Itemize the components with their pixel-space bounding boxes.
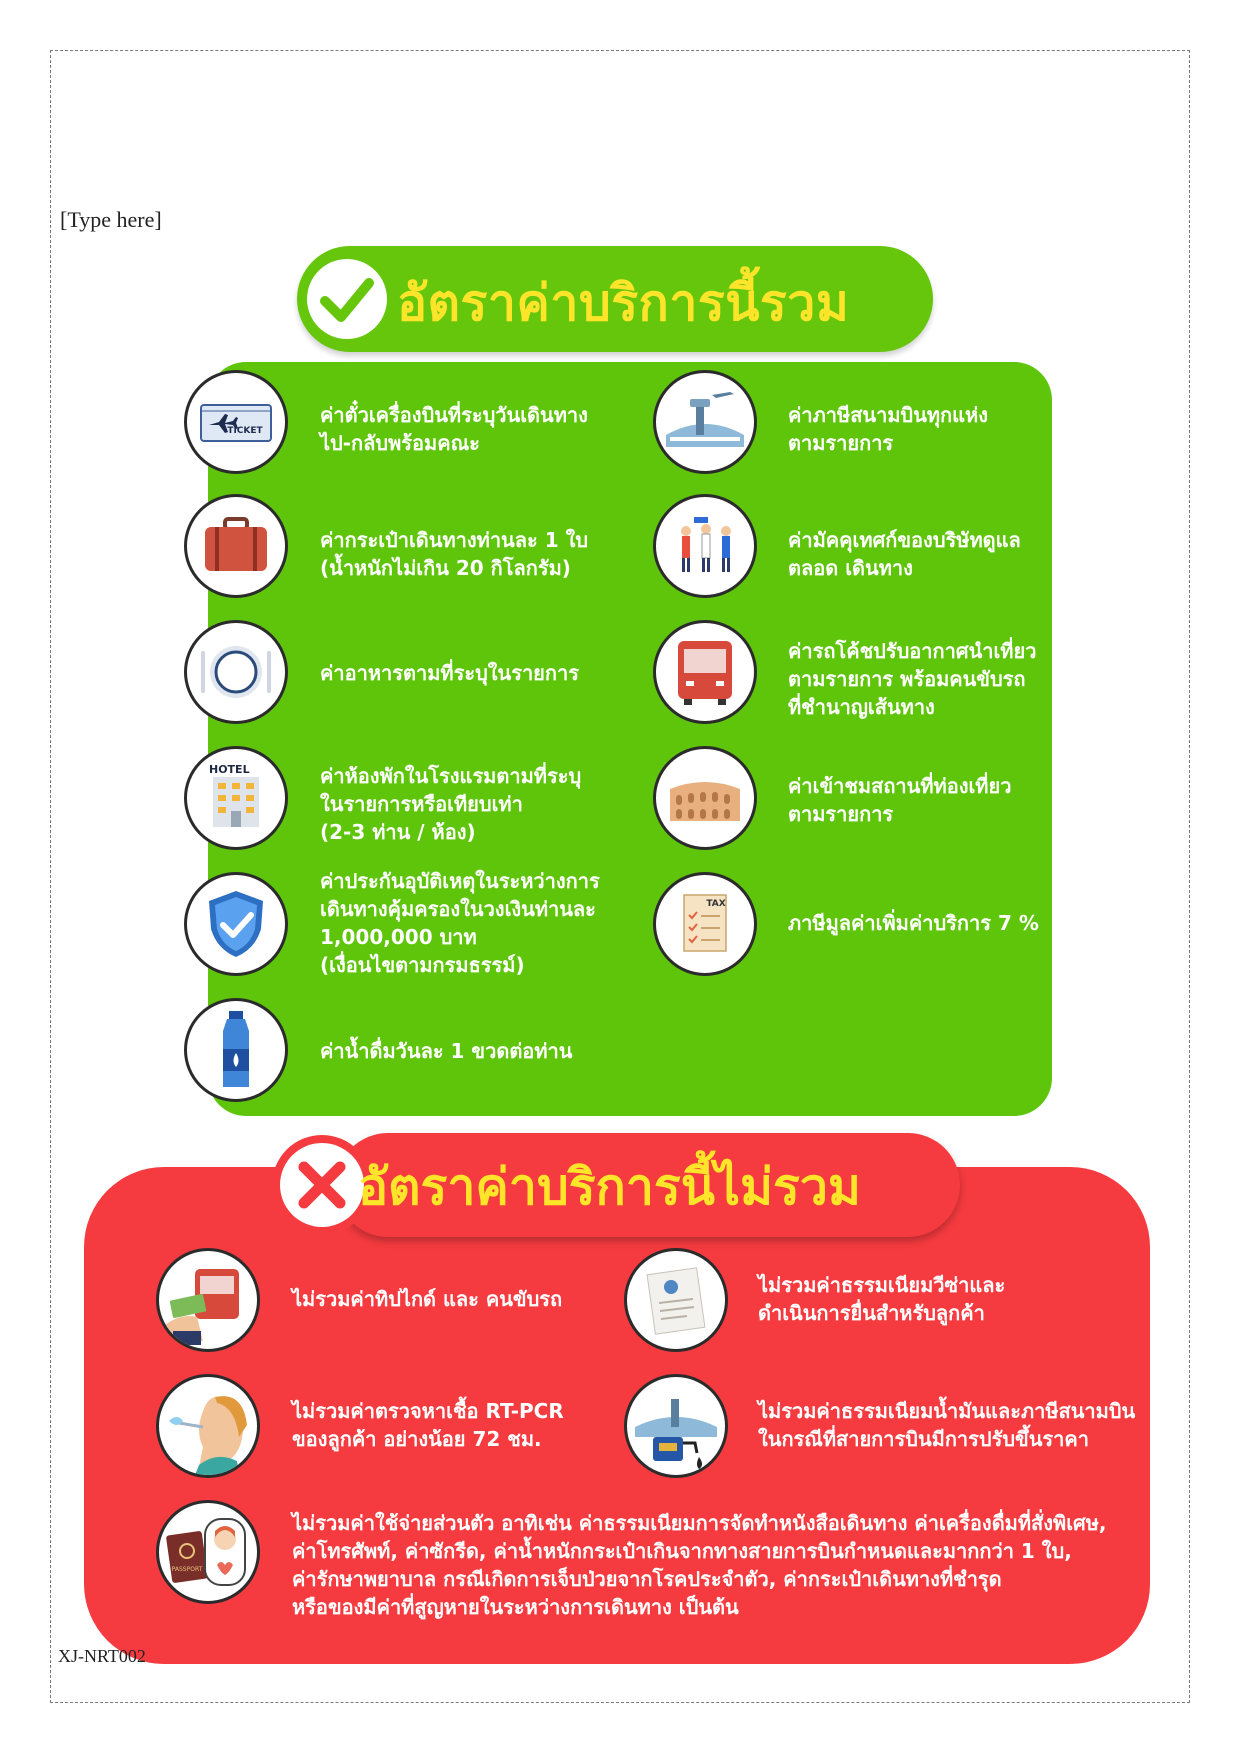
included-item-text: ค่าตั๋วเครื่องบินที่ระบุวันเดินทาง ไป-กลับพร้อมคณะ <box>320 403 588 455</box>
visa-document-icon <box>624 1248 728 1352</box>
insurance-shield-icon <box>184 872 288 976</box>
svg-text:TAX: TAX <box>706 899 726 909</box>
included-item-text: ค่ากระเป๋าเดินทางท่านละ 1 ใบ (น้ำหนักไม่เกิน 20 กิโลกรัม) <box>320 528 589 580</box>
included-panel <box>208 362 1052 1116</box>
tour-guide-icon <box>653 494 757 598</box>
bus-icon <box>653 620 757 724</box>
excluded-title: อัตราค่าบริการนี้ไม่รวม <box>358 1158 861 1216</box>
document-code: XJ-NRT002 <box>58 1646 146 1666</box>
tip-money-bus-icon <box>156 1248 260 1352</box>
plate-icon <box>184 620 288 724</box>
svg-text:PASSPORT: PASSPORT <box>171 1566 203 1573</box>
x-icon <box>272 1135 372 1235</box>
excluded-item-text: ไม่รวมค่าทิปไกด์ และ คนขับรถ <box>292 1287 563 1311</box>
colosseum-icon <box>653 746 757 850</box>
included-item-text: ค่าเข้าชมสถานที่ท่องเที่ยว ตามรายการ <box>788 774 1012 826</box>
included-item-text: ค่าประกันอุบัติเหตุในระหว่างการ เดินทางคุ้มครองในวงเงินท่านละ 1,000,000 บาท (เงื่อนไขตามกรมธรรม์) <box>320 869 600 977</box>
svg-text:TICKET: TICKET <box>227 426 263 436</box>
included-title: อัตราค่าบริการนี้รวม <box>397 274 850 332</box>
included-title-banner <box>297 246 933 352</box>
excluded-item-text: ไม่รวมค่าธรรมเนียมน้ำมันและภาษีสนามบิน ในกรณีที่สายการบินมีการปรับขึ้นราคา <box>758 1399 1136 1451</box>
included-item-text: ค่าอาหารตามที่ระบุในรายการ <box>320 661 579 685</box>
fuel-airport-icon <box>624 1374 728 1478</box>
header-placeholder: [Type here] <box>60 207 162 232</box>
included-item-text: ค่าภาษีสนามบินทุกแห่ง ตามรายการ <box>788 403 988 455</box>
included-item-text: ค่ามัคคุเทศก์ของบริษัทดูแล ตลอด เดินทาง <box>788 528 1021 580</box>
excluded-item-text: ไม่รวมค่าธรรมเนียมวีซ่าและ ดำเนินการยื่นสำหรับลูกค้า <box>758 1273 1006 1325</box>
tax-document-icon <box>653 872 757 976</box>
excluded-item-text: ไม่รวมค่าตรวจหาเชื้อ RT-PCR ของลูกค้า อย่างน้อย 72 ชม. <box>292 1399 564 1451</box>
passport-icon <box>156 1500 260 1604</box>
svg-text:HOTEL: HOTEL <box>209 763 250 776</box>
suitcase-icon <box>184 494 288 598</box>
included-item-text: ค่ารถโค้ชปรับอากาศนำเที่ยว ตามรายการ พร้อมคนขับรถ ที่ชำนาญเส้นทาง <box>788 639 1037 719</box>
included-item-text: ค่าห้องพักในโรงแรมตามที่ระบุ ในรายการหรือเทียบเท่า (2-3 ท่าน / ห้อง) <box>320 764 582 844</box>
included-item-text: ค่าน้ำดื่มวันละ 1 ขวดต่อท่าน <box>320 1039 573 1063</box>
hotel-icon <box>184 746 288 850</box>
pcr-test-icon <box>156 1374 260 1478</box>
water-bottle-icon <box>184 998 288 1102</box>
ticket-icon <box>184 370 288 474</box>
check-icon <box>307 259 387 339</box>
airport-icon <box>653 370 757 474</box>
excluded-item-text: ไม่รวมค่าใช้จ่ายส่วนตัว อาทิเช่น ค่าธรรมเนียมการจัดทำหนังสือเดินทาง ค่าเครื่องดื่มที่สั่งพิเศษ, ค่าโทรศัพท์, ค่าซักรีด, ค่าน้ำหนักกระเป๋าเกินจากทางสายการบินกำหนดและมากกว่า 1 ใบ, ค่ารักษาพยาบาล กรณีเกิดการเจ็บป่วยจากโรคประจำตัว, ค่ากระเป๋าเดินทางที่ชำรุด หรือของมีค่าที่สูญหายในระหว่างการเดินทาง เป็นต้น <box>292 1511 1107 1619</box>
included-item-text: ภาษีมูลค่าเพิ่มค่าบริการ 7 % <box>788 911 1039 935</box>
